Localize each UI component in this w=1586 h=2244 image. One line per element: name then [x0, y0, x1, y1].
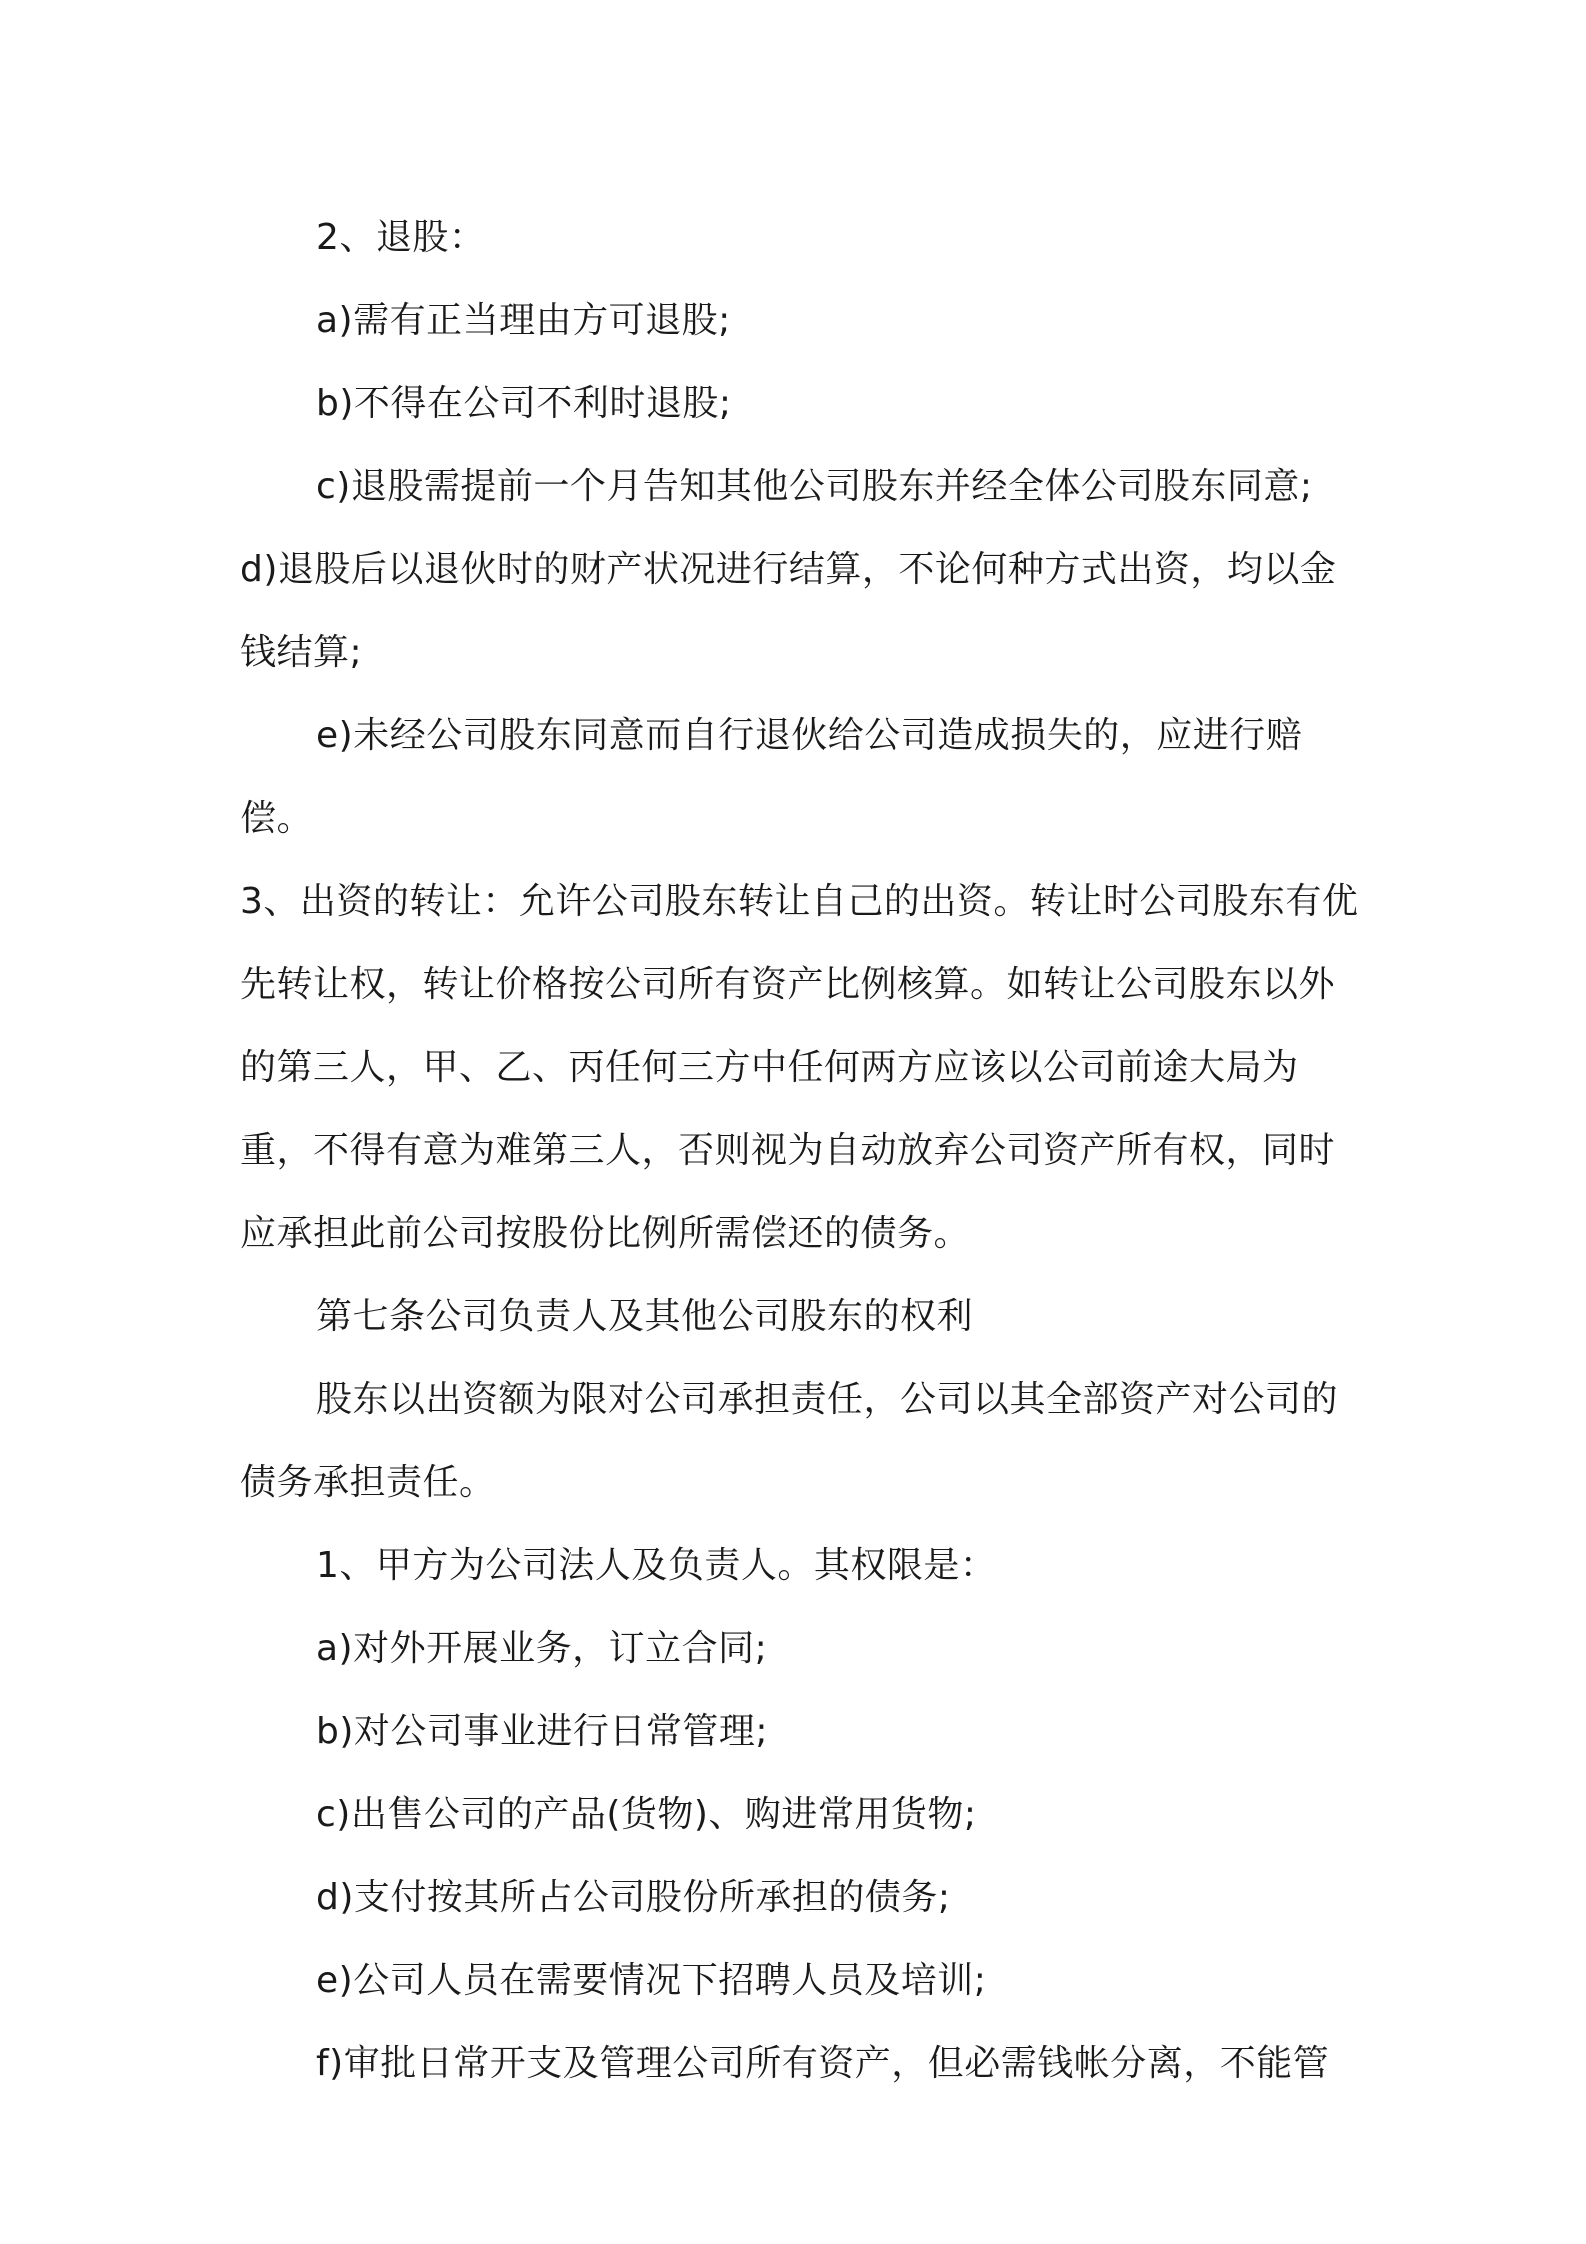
paragraph-withdrawal-a: a)需有正当理由方可退股;: [316, 300, 731, 341]
paragraph-capital-transfer: 3、出资的转让：允许公司股东转让自己的出资。转让时公司股东有优先转让权，转让价格按公司所有资产比例核算。如转让公司股东以外的第三人，甲、乙、丙任何三方中任何两方应该以公司前途大局为重，不得有意为难第三人，否则视为自动放弃公司资产所有权，同时应承担此前公司按股份比例所需偿还的债务。: [240, 881, 1359, 1254]
paragraph-authority-f: f)审批日常开支及管理公司所有资产，但必需钱帐分离，不能管: [316, 2043, 1330, 2084]
paragraph-authority-c: c)出售公司的产品(货物)、购进常用货物;: [316, 1794, 977, 1835]
paragraph-liability: 股东以出资额为限对公司承担责任，公司以其全部资产对公司的债务承担责任。: [240, 1379, 1339, 1503]
paragraph-authority-e: e)公司人员在需要情况下招聘人员及培训;: [316, 1960, 987, 2001]
paragraph-withdrawal-d: d)退股后以退伙时的财产状况进行结算，不论何种方式出资，均以金钱结算;: [240, 549, 1337, 673]
paragraph-withdrawal-c: c)退股需提前一个月告知其他公司股东并经全体公司股东同意;: [316, 466, 1313, 507]
paragraph-authority-a: a)对外开展业务，订立合同;: [316, 1628, 768, 1669]
paragraph-party-a-authority: 1、甲方为公司法人及负责人。其权限是：: [316, 1545, 997, 1586]
paragraph-authority-d: d)支付按其所占公司股份所承担的债务;: [316, 1877, 951, 1918]
paragraph-article-seven-heading: 第七条公司负责人及其他公司股东的权利: [316, 1296, 974, 1337]
paragraph-authority-b: b)对公司事业进行日常管理;: [316, 1711, 769, 1752]
document-body: [240, 196, 1360, 2105]
paragraph-withdrawal-heading: 2、退股：: [316, 217, 486, 258]
paragraph-withdrawal-b: b)不得在公司不利时退股;: [316, 383, 732, 424]
paragraph-withdrawal-e: e)未经公司股东同意而自行退伙给公司造成损失的，应进行赔偿。: [240, 715, 1303, 839]
